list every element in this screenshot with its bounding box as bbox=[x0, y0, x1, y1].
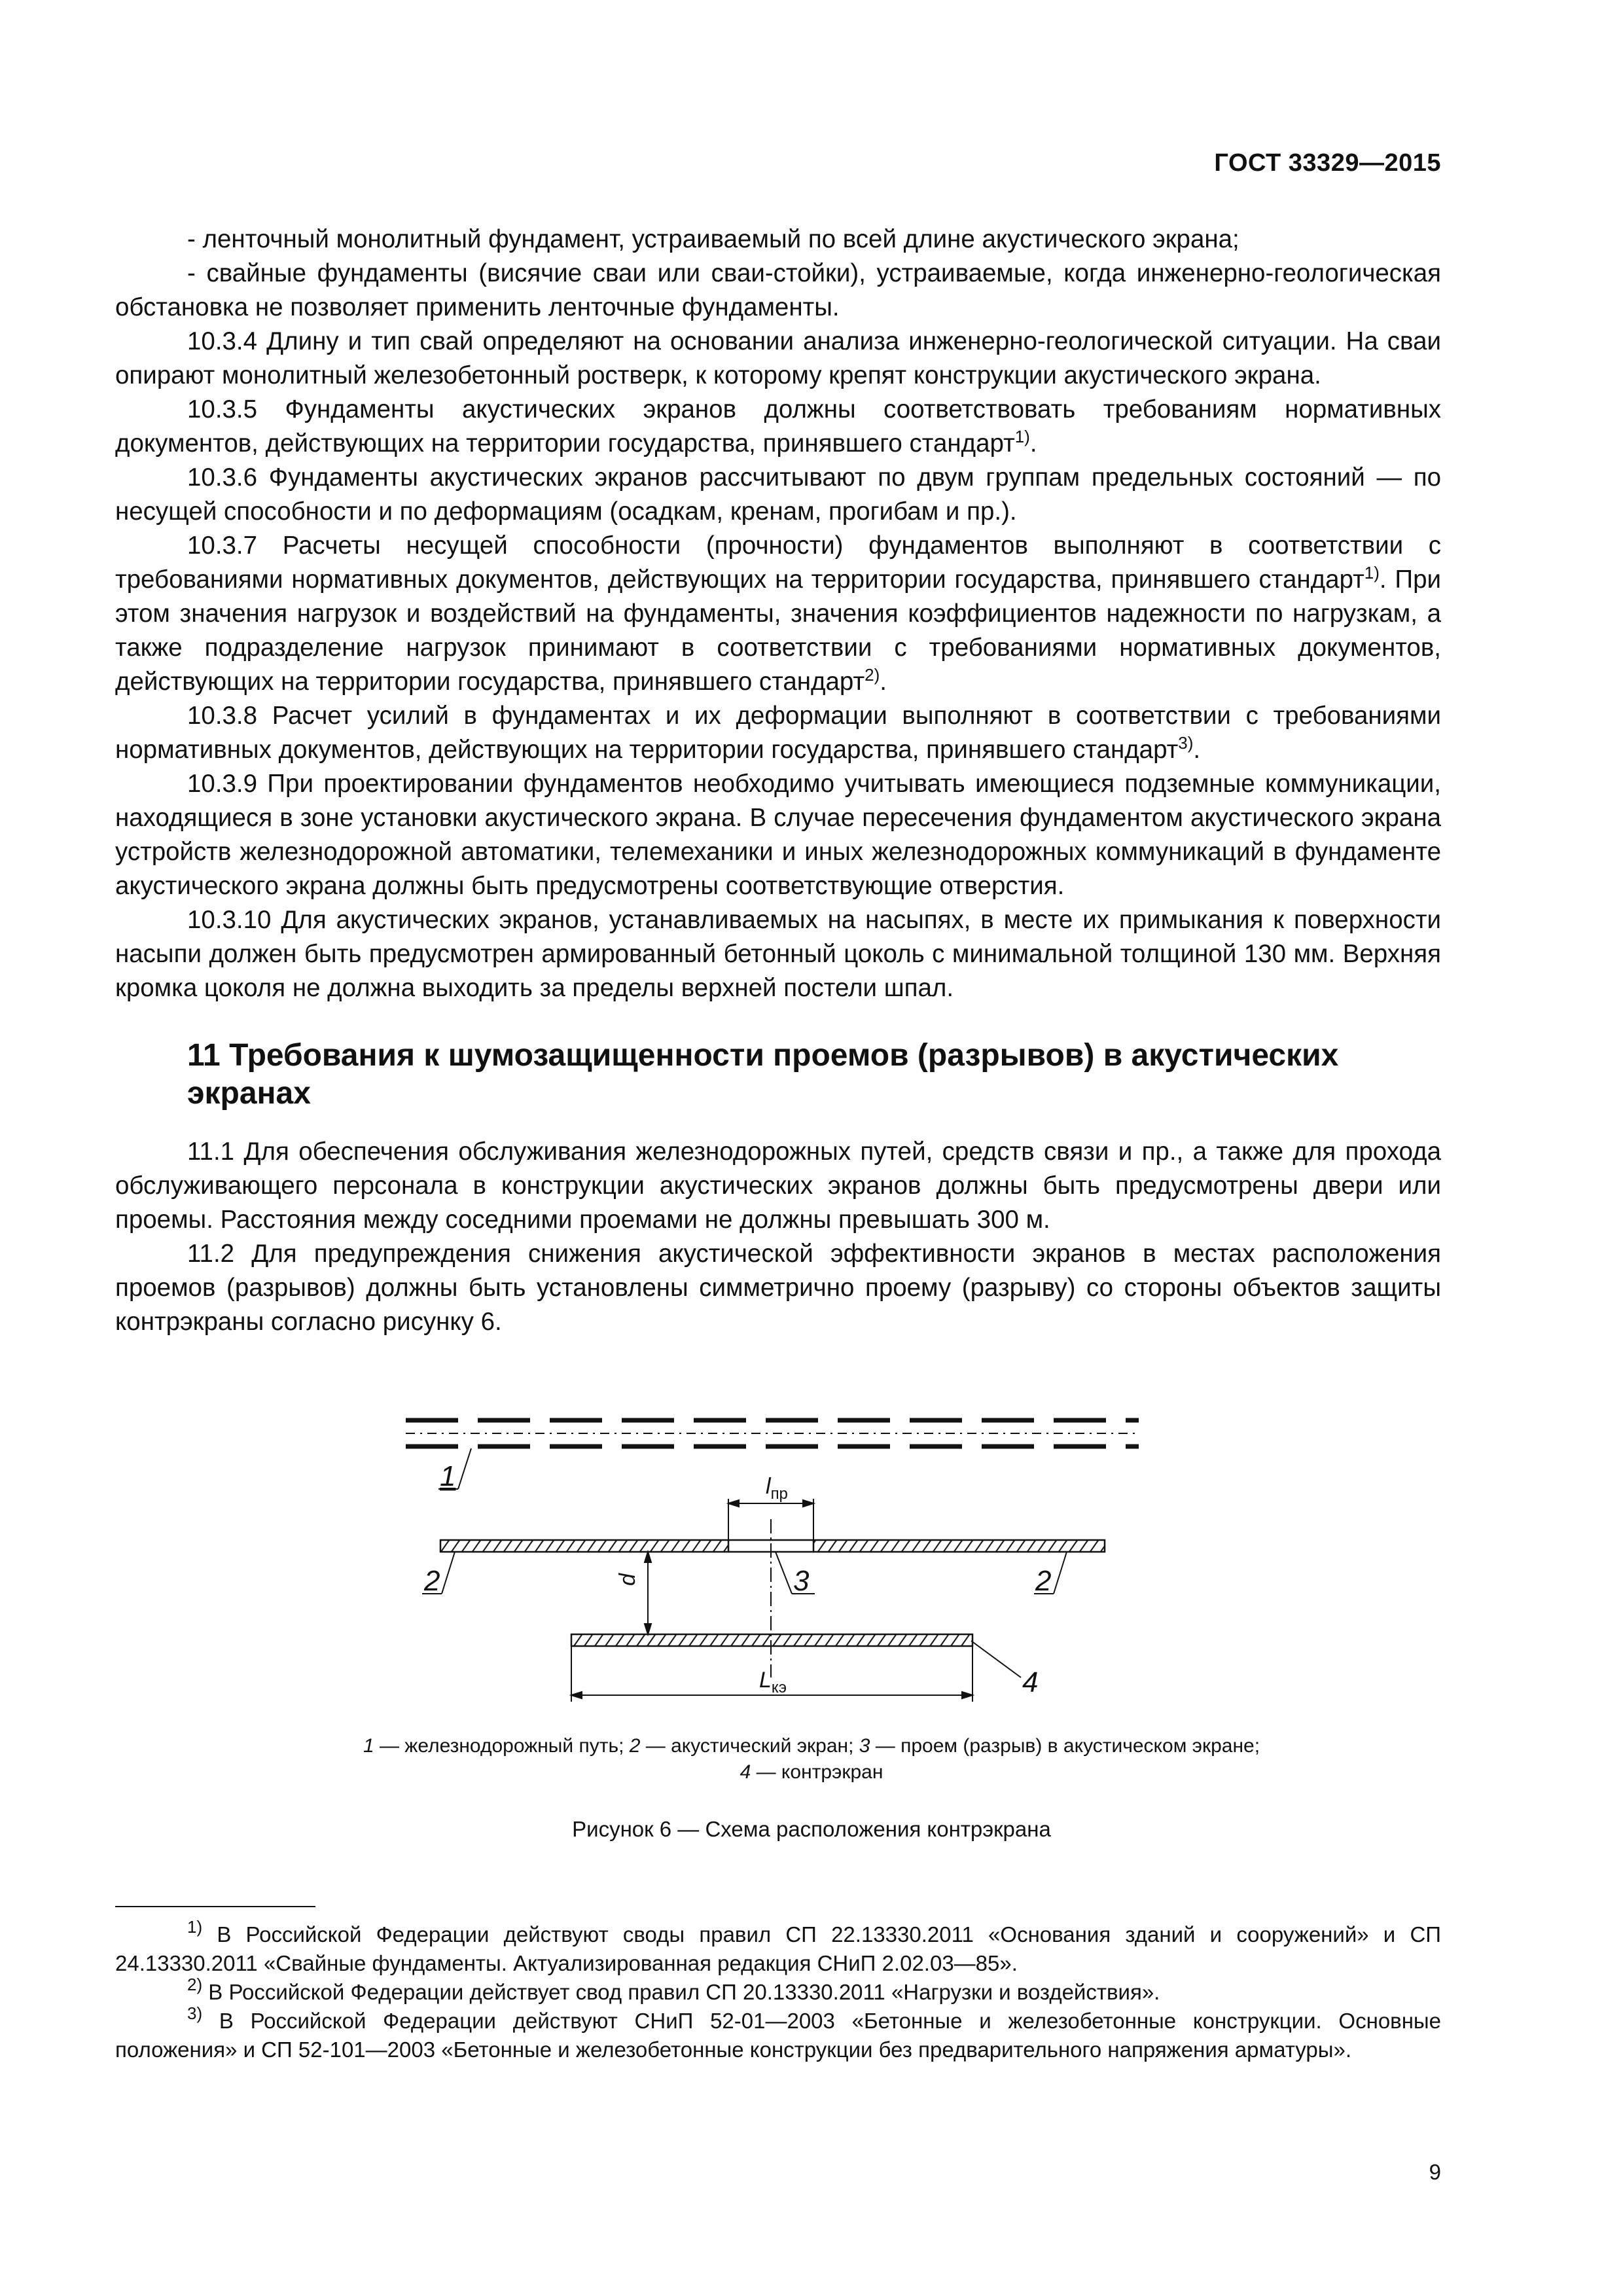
label-3: 3 bbox=[793, 1565, 810, 1597]
footnote-2: $^{2)}$ В Российской Федерации действует свод правил СП 20.13330.2011 «Нагрузки и воздействия». bbox=[187, 1975, 1160, 2004]
label-l-ke: $L_{кэ}$ bbox=[759, 1668, 787, 1696]
paragraph: - ленточный монолитный фундамент, устраиваемый по всей длине акустического экрана; bbox=[187, 225, 1240, 253]
paragraph-10-3-10: 10.3.10 Для акустических экранов, устанавливаемых на насыпях, в месте их примыкания к поверхности насыпи должен быть предусмотрен армированный бетонный цоколь с минимальной толщиной 130 мм. Верхняя кромка цоколя не должна выходить за пределы верхней постели шпал. bbox=[115, 906, 1441, 1002]
label-2-right: 2 bbox=[1035, 1565, 1052, 1597]
paragraph-10-3-6: 10.3.6 Фундаменты акустических экранов рассчитывают по двум группам предельных состояний — по несущей способности и по деформациям (осадкам, кренам, прогибам и пр.). bbox=[115, 463, 1441, 526]
paragraph-10-3-4: 10.3.4 Длину и тип свай определяют на основании анализа инженерно-геологической ситуации. На сваи опирают монолитный железобетонный ростверк, к которому крепят конструкции акустического экрана. bbox=[115, 327, 1441, 389]
figure-6-diagram bbox=[393, 1404, 1152, 1712]
label-1: 1 bbox=[440, 1460, 456, 1492]
dimension-d bbox=[645, 1552, 651, 1634]
page-number: 9 bbox=[1429, 2160, 1441, 2184]
footnote-ref: 1) bbox=[1014, 427, 1030, 446]
figure-6 bbox=[393, 1404, 1152, 1712]
label-2-left: 2 bbox=[424, 1565, 440, 1597]
paragraph-10-3-9: 10.3.9 При проектировании фундаментов необходимо учитывать имеющиеся подземные коммуникации, находящиеся в зоне установки акустического экрана. В случае пересечения фундаментом акустического экрана устройств железнодорожной автоматики, телемеханики и иных железнодорожных коммуникаций в фундаменте акустического экрана должны быть предусмотрены соответствующие отверстия. bbox=[115, 770, 1441, 900]
footnote-3: $^{3)}$ В Российской Федерации действуют СНиП 52-01—2003 «Бетонные и железобетонные конструкции. Основные положения» и СП 52-101—2003 «Бетонные и железобетонные конструкции без предварительного напряжения арматуры». bbox=[115, 2003, 1441, 2062]
main-text bbox=[115, 223, 1441, 1339]
label-d: d bbox=[615, 1573, 640, 1586]
footnote-1: $^{1)}$ В Российской Федерации действуют своды правил СП 22.13330.2011 «Основания зданий и сооружений» и СП 24.13330.2011 «Свайные фундаменты. Актуализированная редакция СНиП 2.02.03—85». bbox=[115, 1917, 1441, 1975]
figure-caption: Рисунок 6 — Схема расположения контрэкрана bbox=[572, 1817, 1051, 1841]
paragraph-10-3-7: 10.3.7 Расчеты несущей способности (прочности) фундаментов выполняют в соответствии с требованиями нормативных документов, действующих на территории государства, принявшего стандарт$^{1)}$. При этом значения нагрузок и воздействий на фундаменты, значения коэффициентов надежности по нагрузкам, а также подразделение нагрузок принимают в соответствии с требованиями нормативных документов, действующих на территории государства, принявшего стандарт$^{2)}$. bbox=[115, 531, 1441, 696]
figure-legend: 1 — железнодорожный путь; 2 — акустический экран; 3 — проем (разрыв) в акустическом экране; 4 — контрэкран bbox=[363, 1735, 1260, 1783]
acoustic-screen bbox=[440, 1540, 1105, 1552]
paragraph-10-3-8: 10.3.8 Расчет усилий в фундаментах и их деформации выполняют в соответствии с требованиями нормативных документов, действующих на территории государства, принявшего стандарт$^{3)}$. bbox=[115, 702, 1441, 764]
paragraph: - свайные фундаменты (висячие сваи или сваи-стойки), устраиваемые, когда инженерно-геологическая обстановка не позволяет применить ленточные фундаменты. bbox=[115, 259, 1441, 321]
footnote-ref: 2) bbox=[865, 665, 880, 685]
footnote-ref: 3) bbox=[1178, 733, 1194, 753]
paragraph-11-2: 11.2 Для предупреждения снижения акустической эффективности экранов в местах расположения проемов (разрывов) должны быть установлены симметрично проему (разрыву) со стороны объектов защиты контрэкраны согласно рисунку 6. bbox=[115, 1240, 1441, 1336]
counter-screen bbox=[571, 1634, 972, 1646]
footnote-divider bbox=[115, 1906, 315, 1907]
footnote-ref: 1) bbox=[1364, 563, 1380, 583]
document-header: ГОСТ 33329—2015 bbox=[1214, 149, 1441, 177]
footnotes bbox=[115, 1917, 1441, 2064]
section-heading: 11 Требования к шумозащищенности проемов (разрывов) в акустических экранах bbox=[187, 1038, 1339, 1111]
label-l-pr: $l_{пр}$ bbox=[766, 1474, 788, 1503]
label-4: 4 bbox=[1022, 1666, 1039, 1698]
paragraph-11-1: 11.1 Для обеспечения обслуживания железнодорожных путей, средств связи и пр., а также для прохода обслуживающего персонала в конструкции акустических экранов должны быть предусмотрены двери или проемы. Расстояния между соседними проемами не должны превышать 300 м. bbox=[115, 1138, 1441, 1234]
railway-track bbox=[406, 1420, 1139, 1446]
paragraph-10-3-5: 10.3.5 Фундаменты акустических экранов должны соответствовать требованиям нормативных документов, действующих на территории государства, принявшего стандарт$^{1)}$. bbox=[115, 395, 1441, 457]
